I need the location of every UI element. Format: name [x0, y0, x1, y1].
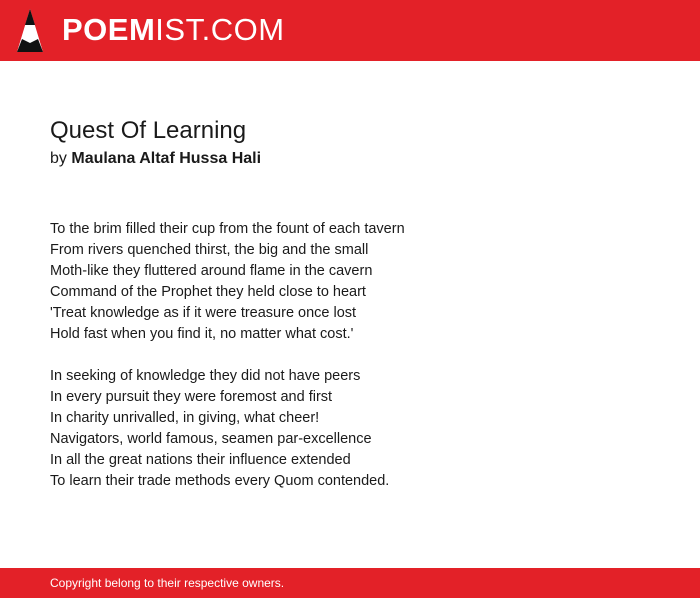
logo-wordmark-bold: POEM: [62, 12, 156, 47]
author-link[interactable]: Maulana Altaf Hussa Hali: [71, 150, 262, 167]
poem-body: [50, 219, 670, 513]
logo-wordmark-light: IST.COM: [155, 12, 285, 47]
poem-line: 'Treat knowledge as if it were treasure once lost: [50, 305, 357, 321]
poem-byline: [50, 149, 261, 169]
poem-line: To the brim filled their cup from the fount of each tavern: [50, 221, 405, 237]
poem-line: Command of the Prophet they held close to heart: [50, 284, 366, 300]
poem-line: Moth-like they fluttered around flame in the cavern: [50, 263, 373, 279]
by-label: by: [50, 150, 67, 167]
poem-line: In seeking of knowledge they did not have peers: [50, 368, 361, 384]
poem-title: Quest Of Learning: [50, 117, 247, 144]
site-logo-link[interactable]: [62, 12, 285, 48]
poem-line: Hold fast when you find it, no matter what cost.': [50, 326, 354, 342]
copyright-text: Copyright belong to their respective owners.: [50, 576, 285, 590]
poem-line: In charity unrivalled, in giving, what cheer!: [50, 410, 320, 426]
pencil-icon: [17, 9, 43, 52]
poem-stanza-1: [50, 219, 670, 345]
site-footer: [0, 568, 700, 598]
poem-stanza-2: [50, 366, 670, 492]
poem-line: From rivers quenched thirst, the big and the small: [50, 242, 369, 258]
poem-line: To learn their trade methods every Quom contended.: [50, 473, 390, 489]
poem-line: In every pursuit they were foremost and first: [50, 389, 333, 405]
site-header: [0, 0, 700, 61]
poem-line: Navigators, world famous, seamen par-excellence: [50, 431, 372, 447]
poem-line: In all the great nations their influence extended: [50, 452, 351, 468]
